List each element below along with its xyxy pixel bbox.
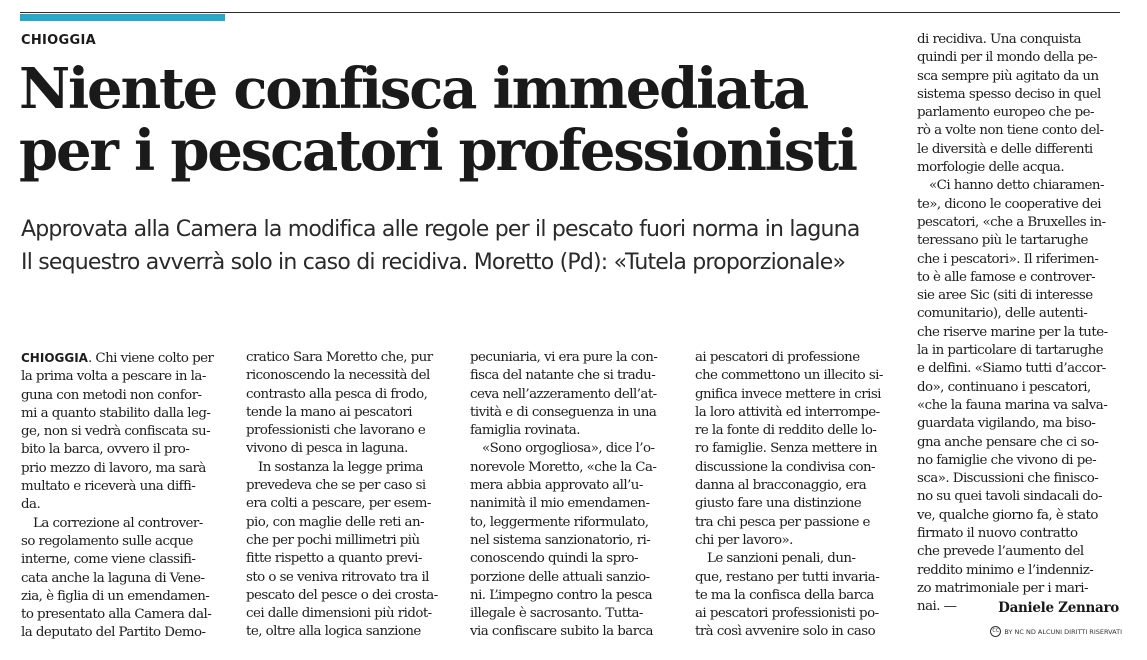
body-line: teressano più le tartarughe [917, 233, 1088, 249]
body-line: «Ci hanno detto chiaramen- [929, 178, 1104, 194]
body-line: do», continuano i pescatori, [917, 379, 1091, 395]
body-line: professionisti che lavorano e [246, 423, 426, 439]
body-line: fisca del natante che si tradu- [470, 368, 656, 384]
headline-line: Niente confisca immediata [19, 56, 808, 122]
body-line: che i pescatori». Il riferimen- [917, 251, 1099, 267]
body-line: la deputato del Partito Demo- [21, 625, 206, 641]
body-line: In sostanza la legge prima [258, 459, 423, 475]
body-line: no famiglie che vivono di pe- [917, 452, 1097, 468]
top-rule [20, 12, 1120, 13]
body-line: sca». Discussioni che finisco- [917, 471, 1099, 487]
subheadline-line: Il sequestro avverrà solo in caso di recidiva. Moretto (Pd): «Tutela proporzionale» [21, 250, 846, 275]
body-line-text: . Chi viene colto per [87, 351, 214, 366]
body-line: che prevede l’aumento del [917, 544, 1084, 560]
body-line: la prima volta a pescare in la- [21, 369, 206, 385]
body-line: chi per lavoro». [695, 532, 793, 548]
headline-line: per i pescatori professionisti [19, 118, 856, 184]
body-line: da. [21, 497, 41, 513]
article-column-1 [21, 349, 226, 643]
body-line: ceva nell’azzeramento dell’at- [470, 386, 657, 402]
body-line: ro famiglie. Senza mettere in [695, 441, 878, 457]
body-line: rò a volte non tiene conto del- [917, 123, 1104, 139]
body-line: famiglia rovinata. [470, 423, 580, 439]
body-line: sistema spesso deciso in quel [917, 86, 1101, 102]
body-line: cei dalle dimensioni più ridot- [246, 606, 432, 622]
body-line: fitte rispetto a quanto previ- [246, 551, 422, 567]
body-line: parlamento europeo che pe- [917, 105, 1095, 121]
article-column-4 [695, 349, 900, 642]
body-line: che commettono un illecito si- [695, 368, 883, 384]
body-line: to, leggermente riformulato, [470, 514, 649, 530]
body-line: mera abbia approvato all’u- [470, 478, 643, 494]
body-line: te», dicono le cooperative dei [917, 196, 1102, 212]
body-line: te, oltre alla logica sanzione [246, 624, 421, 640]
body-line: tività e di conseguenza in una [470, 404, 657, 420]
body-line: di recidiva. Una conquista [917, 32, 1081, 47]
body-line: morfologie delle acqua. [917, 160, 1065, 176]
body-line: pescatori, «che a Bruxelles in- [917, 214, 1106, 230]
body-line: sie aree Sic (siti di interesse [917, 288, 1093, 304]
body-line: pescato del pesce o dei crosta- [246, 587, 438, 603]
body-line: la loro attività ed interrompe- [695, 404, 880, 420]
body-line: cata anche la laguna di Vene- [21, 570, 205, 586]
body-line: «Sono orgogliosa», dice l’o- [482, 441, 655, 457]
body-line: «che la fauna marina va salva- [917, 397, 1108, 413]
body-line: le diversità e delle differenti [917, 141, 1093, 157]
body-line: e delfini. «Siamo tutti d’accor- [917, 361, 1106, 377]
body-line: mi a quanto stabilito dalla leg- [21, 405, 211, 421]
body-line: reddito minimo e l’indenniz- [917, 562, 1094, 578]
license-notice [990, 626, 1122, 637]
body-line: pecuniaria, vi era pure la con- [470, 350, 658, 365]
section-accent-bar [20, 14, 225, 21]
body-line: to presentato alla Camera dal- [21, 607, 212, 623]
body-line: contrasto alla pesca di frodo, [246, 386, 428, 402]
body-line: nanimità il mio emendamen- [470, 496, 650, 512]
body-line: tra chi pesca per passione e [695, 514, 870, 530]
body-line: zo matrimoniale per i mari- [917, 580, 1088, 596]
body-line: prevedeva che se per caso si [246, 478, 426, 494]
body-line: bito la barca, ovvero il pro- [21, 442, 190, 458]
body-line: era colti a pescare, per esem- [246, 496, 431, 512]
author-byline: Daniele Zennaro [998, 600, 1119, 616]
body-line: porzione delle attuali sanzio- [470, 569, 650, 585]
body-line: sto o se veniva ritrovato tra il [246, 569, 429, 585]
body-line: ge, non si vedrà confiscata su- [21, 424, 211, 440]
body-line: gna anche pensare che ci so- [917, 434, 1099, 450]
body-line: so regolamento sulle acque [21, 533, 193, 549]
body-line: te ma la confisca della barca [695, 587, 874, 603]
body-line: multato e riceverà una diffi- [21, 479, 196, 495]
body-line: danna al bracconaggio, era [695, 478, 867, 494]
body-line: conoscendo quindi la spro- [470, 551, 638, 567]
creative-commons-icon: CC [990, 626, 1001, 637]
body-line: zia, è figlia di un emendamen- [21, 588, 210, 604]
body-line: via confiscare subito la barca [470, 624, 653, 640]
body-line: firmato il nuovo contratto [917, 526, 1078, 542]
body-line: giusto fare una distinzione [695, 496, 862, 512]
body-line: vivono di pesca in laguna. [246, 441, 408, 457]
body-line: guna con metodi non confor- [21, 387, 202, 403]
body-line: prio mezzo di lavoro, ma sarà [21, 460, 206, 476]
body-line: Le sanzioni penali, dun- [707, 551, 856, 567]
body-line: trà così avvenire solo in caso [695, 624, 876, 640]
body-line: La correzione al controver- [33, 515, 203, 531]
license-text: BY NC ND ALCUNI DIRITTI RISERVATI [1004, 627, 1122, 636]
body-line: la in particolare di tartarughe [917, 343, 1104, 359]
dateline: CHIOGGIA [21, 351, 88, 365]
body-line: pio, con maglie delle reti an- [246, 514, 424, 530]
body-line: ai pescatori di professione [695, 350, 860, 365]
body-line: che riserve marine per la tute- [917, 324, 1108, 340]
body-line: quindi per il mondo della pe- [917, 50, 1097, 66]
body-line: sca sempre più agitato da un [917, 68, 1099, 84]
body-line: guardata vigilando, ma biso- [917, 416, 1096, 432]
body-line: ai pescatori professionisti po- [695, 606, 879, 622]
subheadline-line: Approvata alla Camera la modifica alle regole per il pescato fuori norma in laguna [21, 217, 860, 242]
body-line: no su quei tavoli sindacali do- [917, 489, 1102, 505]
body-line: comunitario), delle autenti- [917, 306, 1088, 322]
body-line: che per pochi millimetri più [246, 532, 420, 548]
body-line: discussione la condivisa con- [695, 459, 876, 475]
body-line: illegale è sacrosanto. Tutta- [470, 606, 643, 622]
body-line: que, restano per tutti invaria- [695, 569, 880, 585]
subheadline [21, 213, 901, 279]
body-line: ni. L’impegno contro la pesca [470, 587, 653, 603]
body-line: interne, come viene classifi- [21, 552, 196, 568]
article-column-3 [470, 349, 675, 642]
body-line: nel sistema sanzionatorio, ri- [470, 532, 651, 548]
body-line: to è alle famose e controver- [917, 269, 1096, 285]
body-line: gnifica invece mettere in crisi [695, 386, 881, 402]
section-label: CHIOGGIA [21, 33, 96, 48]
body-line: cratico Sara Moretto che, pur [246, 350, 433, 365]
body-line: re la fonte di reddito delle lo- [695, 423, 877, 439]
body-line: tende la mano ai pescatori [246, 404, 413, 420]
headline [19, 58, 899, 182]
body-line: riconoscendo la necessità del [246, 368, 430, 384]
article-column-5 [917, 31, 1123, 617]
body-line: ve, qualche giorno fa, è stato [917, 507, 1098, 523]
body-line: nai. — [917, 599, 957, 615]
article-column-2 [246, 349, 451, 642]
body-line: norevole Moretto, «che la Ca- [470, 459, 657, 475]
body-line [21, 349, 226, 368]
